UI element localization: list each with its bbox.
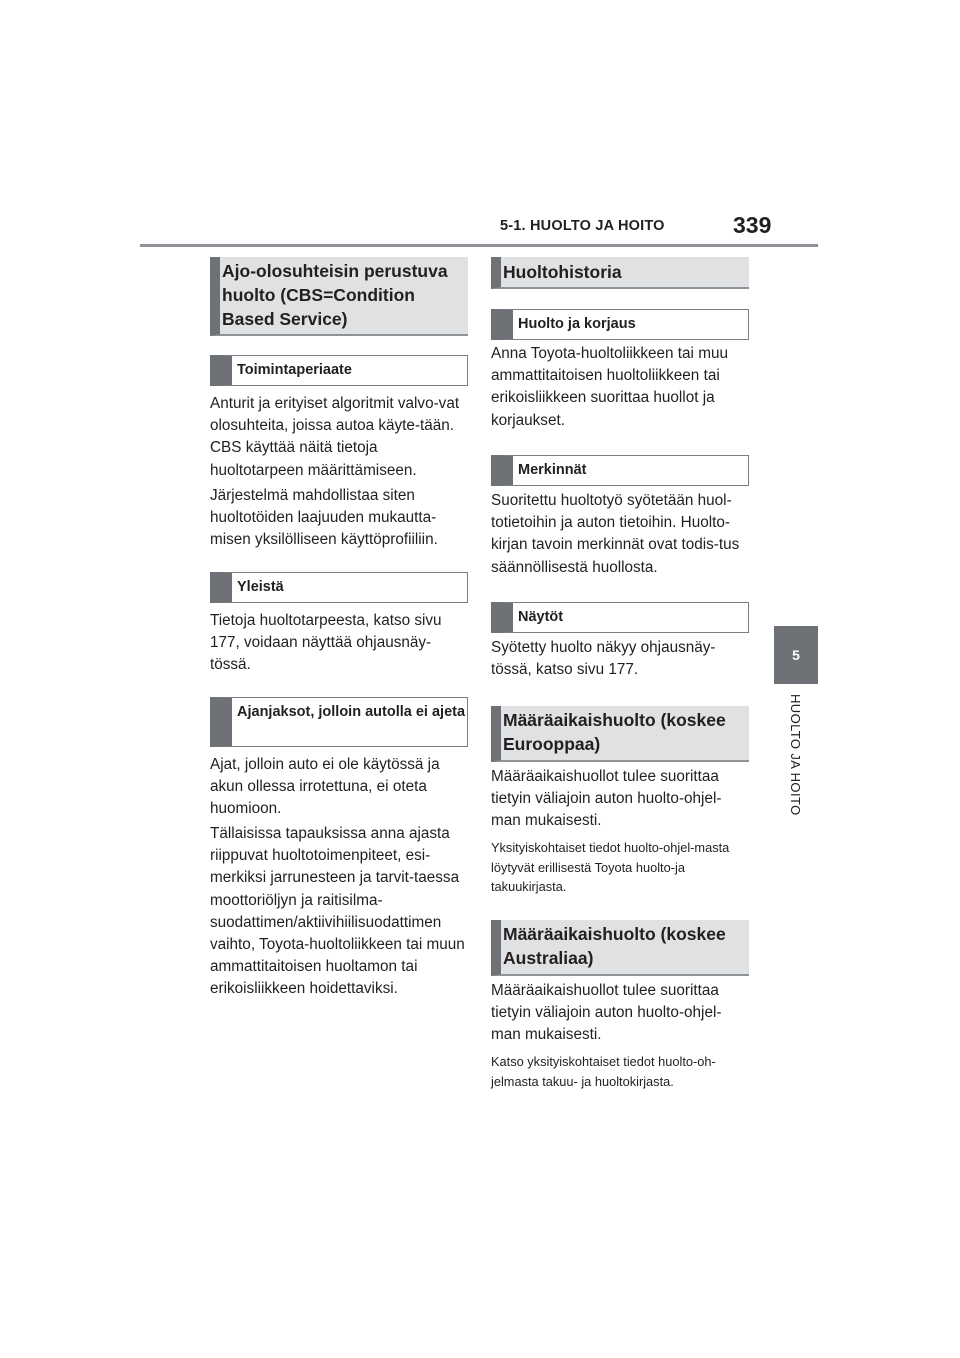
unused-paragraph-1: Ajat, jolloin auto ei ole käytössä ja akun ollessa irrotettuna, ei oteta huomioon.	[210, 756, 440, 818]
principle-paragraph-1: Anturit ja erityiset algoritmit valvo-vat olosuhteita, joissa autoa käyte-tään. CBS käyttää näitä tietoja huoltotarpeen määrittämiseen.	[210, 395, 460, 479]
records-heading-text: Merkinnät	[518, 462, 587, 478]
australia-heading	[491, 920, 749, 976]
displays-heading	[491, 602, 749, 633]
chapter-tab-title	[783, 694, 809, 844]
cbs-heading-text: Ajo-olosuhteisin perustuva huolto (CBS=Condition Based Service)	[222, 261, 448, 329]
history-heading-text: Huoltohistoria	[503, 262, 622, 282]
history-heading	[491, 257, 749, 289]
chapter-tab-title-text: HUOLTO JA HOITO	[788, 694, 803, 816]
displays-paragraph: Syötetty huolto näkyy ohjausnäy-tössä, katso sivu 177.	[491, 639, 716, 679]
principle-heading-text: Toimintaperiaate	[237, 362, 352, 378]
unused-heading-text: Ajanjaksot, jolloin autolla ei ajeta	[237, 704, 466, 720]
australia-paragraph: Määräaikaishuollot tulee suorittaa tietyin väliajoin auton huolto-ohjel-man mukaisesti.	[491, 982, 722, 1044]
header-rule	[140, 244, 818, 247]
repair-heading	[491, 309, 749, 340]
europe-paragraph: Määräaikaishuollot tulee suorittaa tietyin väliajoin auton huolto-ohjel-man mukaisesti.	[491, 768, 722, 830]
repair-paragraph: Anna Toyota-huoltoliikkeen tai muu ammattitaitoisen huoltoliikkeen tai erikoisliikkeen suorittaa huollot ja korjaukset.	[491, 345, 728, 429]
unused-heading	[210, 697, 468, 747]
repair-heading-text: Huolto ja korjaus	[518, 316, 636, 332]
page-number: 339	[733, 212, 772, 238]
general-paragraph: Tietoja huoltotarpeesta, katso sivu 177, voidaan näyttää ohjausnäy-tössä.	[210, 612, 442, 674]
records-heading	[491, 455, 749, 486]
europe-heading-text: Määräaikaishuolto (koskee Eurooppaa)	[503, 710, 726, 754]
europe-note: Yksityiskohtaiset tiedot huolto-ohjel-masta löytyvät erillisestä Toyota huolto-ja takuukirjasta.	[491, 840, 730, 894]
cbs-heading	[210, 257, 468, 336]
australia-heading-text: Määräaikaishuolto (koskee Australiaa)	[503, 924, 726, 968]
principle-heading	[210, 355, 468, 386]
section-reference: 5-1. HUOLTO JA HOITO	[500, 218, 665, 234]
general-heading-text: Yleistä	[237, 579, 284, 595]
records-paragraph: Suoritettu huoltotyö syötetään huol-totietoihin ja auton tietoihin. Huolto-kirjan tavoin merkinnät ovat todis-tus säännöllisestä huollosta.	[491, 492, 740, 576]
australia-note: Katso yksityiskohtaiset tiedot huolto-oh-jelmasta takuu- ja huoltokirjasta.	[491, 1054, 716, 1089]
europe-heading	[491, 706, 749, 762]
general-heading	[210, 572, 468, 603]
unused-paragraph-2: Tällaisissa tapauksissa anna ajasta riippuvat huoltotoimenpiteet, esi-merkiksi jarrunesteen ja tarvit-taessa moottoriöljyn ja raitisilma-suodattimen/aktiivihiilisuodattimen vaihto, Toyota-huoltoliikkeen tai muun ammattitaitoisen huoltamon tai erikoisliikkeen hoidettaviksi.	[210, 825, 465, 998]
principle-paragraph-2: Järjestelmä mahdollistaa siten huoltotöiden laajuuden mukautta-misen yksilölliseen käyttöprofiiliin.	[210, 487, 438, 549]
chapter-tab-number: 5	[774, 626, 818, 684]
displays-heading-text: Näytöt	[518, 609, 564, 625]
